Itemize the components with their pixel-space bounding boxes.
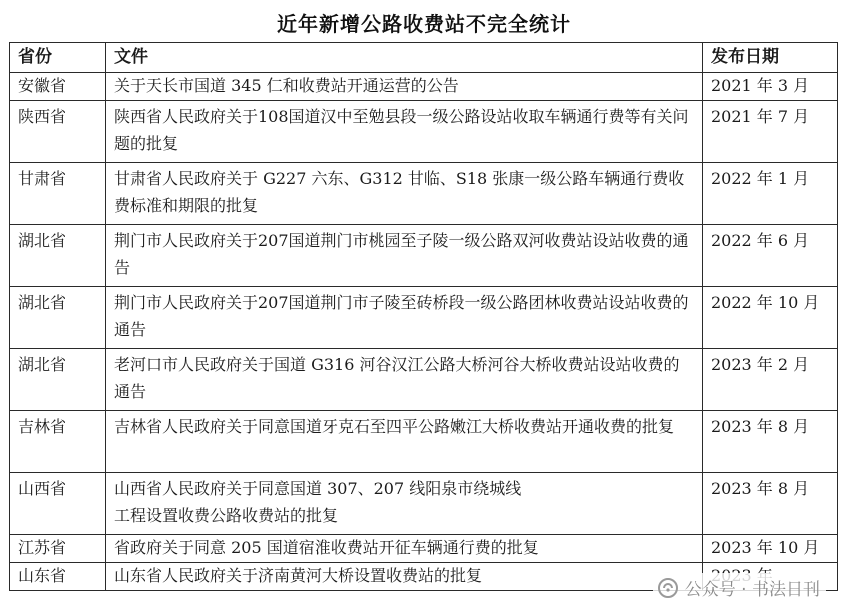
table-row — [10, 101, 838, 163]
table-row — [10, 473, 838, 535]
table-row — [10, 73, 838, 101]
table-row — [10, 287, 838, 349]
cell-province: 山西省 — [10, 473, 106, 535]
table-row — [10, 411, 838, 473]
cell-document: 山西省人民政府关于同意国道 307、207 线阳泉市绕城线 工程设置收费公路收费站的批复 — [106, 473, 703, 535]
cell-date: 2023 年 8 月 — [703, 411, 838, 473]
table-row — [10, 349, 838, 411]
cell-date: 2022 年 10 月 — [703, 287, 838, 349]
toll-station-table — [9, 42, 838, 591]
header-document: 文件 — [106, 43, 703, 73]
watermark-text: 公众号 · 书法日刊 — [684, 580, 820, 600]
page-title: 近年新增公路收费站不完全统计 — [277, 12, 571, 36]
cell-date: 2023 年 2 月 — [703, 349, 838, 411]
cell-document: 关于天长市国道 345 仁和收费站开通运营的公告 — [106, 73, 703, 101]
header-date: 发布日期 — [703, 43, 838, 73]
cell-province: 吉林省 — [10, 411, 106, 473]
cell-province: 安徽省 — [10, 73, 106, 101]
cell-document: 吉林省人民政府关于同意国道牙克石至四平公路嫩江大桥收费站开通收费的批复 — [106, 411, 703, 473]
cell-province: 湖北省 — [10, 287, 106, 349]
cell-province: 陕西省 — [10, 101, 106, 163]
cell-document: 甘肃省人民政府关于 G227 六东、G312 甘临、S18 张康一级公路车辆通行费收费标准和期限的批复 — [106, 163, 703, 225]
cell-date: 2023 年 10 月 — [703, 535, 838, 563]
cell-date: 2022 年 6 月 — [703, 225, 838, 287]
cell-date: 2021 年 3 月 — [703, 73, 838, 101]
cell-province: 山东省 — [10, 563, 106, 591]
table-row — [10, 535, 838, 563]
cell-date: 2021 年 7 月 — [703, 101, 838, 163]
cell-document: 陕西省人民政府关于108国道汉中至勉县段一级公路设站收取车辆通行费等有关问题的批复 — [106, 101, 703, 163]
table-row — [10, 225, 838, 287]
watermark — [653, 573, 826, 602]
cell-document: 荆门市人民政府关于207国道荆门市桃园至子陵一级公路双河收费站设站收费的通告 — [106, 225, 703, 287]
cell-date: 2022 年 1 月 — [703, 163, 838, 225]
cell-document: 省政府关于同意 205 国道宿淮收费站开征车辆通行费的批复 — [106, 535, 703, 563]
table-header-row — [10, 43, 838, 73]
cell-document: 老河口市人民政府关于国道 G316 河谷汉江公路大桥河谷大桥收费站设站收费的通告 — [106, 349, 703, 411]
cell-document: 山东省人民政府关于济南黄河大桥设置收费站的批复 — [106, 563, 703, 591]
cell-document: 荆门市人民政府关于207国道荆门市子陵至砖桥段一级公路团林收费站设站收费的通告 — [106, 287, 703, 349]
cell-province: 湖北省 — [10, 349, 106, 411]
cell-province: 江苏省 — [10, 535, 106, 563]
wechat-official-account-icon — [657, 577, 679, 599]
cell-province: 湖北省 — [10, 225, 106, 287]
cell-province: 甘肃省 — [10, 163, 106, 225]
cell-date: 2023 年 8 月 — [703, 473, 838, 535]
header-province: 省份 — [10, 43, 106, 73]
table-row — [10, 163, 838, 225]
